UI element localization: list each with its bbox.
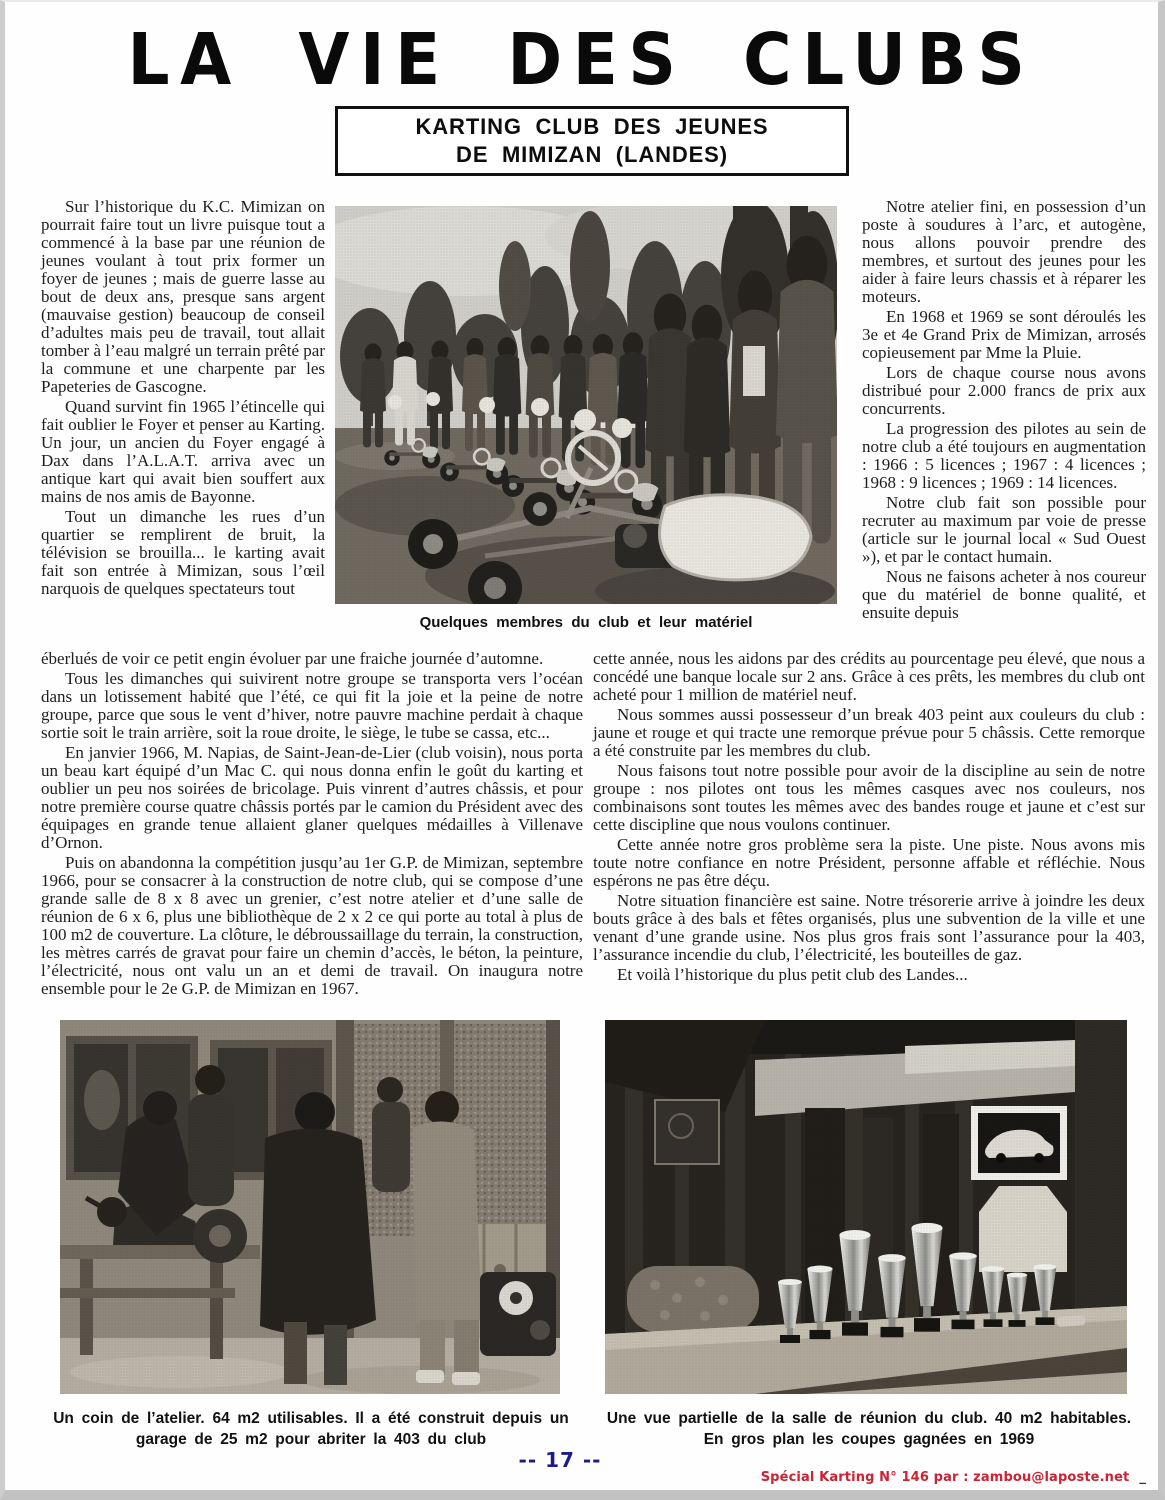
column-wide-left — [41, 650, 583, 1000]
article-paragraph: Notre atelier fini, en possession d’un poste à soudures à l’arc, et autogène, nous allons pouvoir prendre des membres, et surtout des jeunes pour les aider à faire leurs chassis et à réparer les moteurs. — [862, 197, 1146, 306]
meeting-room-photo-illustration — [605, 1020, 1127, 1394]
footer-cursor: _ — [1139, 1470, 1146, 1485]
article-paragraph: En 1968 et 1969 se sont déroulés les 3e et 4e Grand Prix de Mimizan, arrosés copieusement par Mme la Pluie. — [862, 307, 1146, 362]
article-paragraph: Quand survint fin 1965 l’étincelle qui fait oublier le Foyer et penser au Karting. Un jour, un ancien du Foyer engagé à Dax dans l’A.L.A.T. arriva avec un antique kart qui avait bien souffert aux mains de nos amis de Bayonne. — [41, 397, 325, 506]
article-paragraph: cette année, nous les aidons par des crédits au pourcentage peu élevé, que nous a concédé une banque locale sur 2 ans. Grâce à ces prêts, les membres du club ont acheté pour 1 million de matériel neuf. — [593, 649, 1145, 704]
meeting-room-photo-caption — [590, 1408, 1148, 1450]
main-photo-caption: Quelques membres du club et leur matériel — [419, 614, 753, 631]
column-wide-right — [593, 650, 1145, 986]
article-paragraph: La progression des pilotes au sein de notre club a été toujours en augmentation : 1966 : 5 licences ; 1967 : 4 licences ; 1968 : 9 licences ; 1969 : 14 licences. — [862, 419, 1146, 492]
article-paragraph: Et voilà l’historique du plus petit club des Landes... — [617, 965, 968, 984]
article-paragraph: Sur l’historique du K.C. Mimizan on pourrait faire tout un livre puisque tout a commencé à la base par une réunion de jeunes voulant à tout prix former un foyer de jeunes ; mais de guerre lasse au bout de deux ans, presque sans argent (mauvaise gestion) beaucoup de conseil d’adultes mais peu de travail, tout allait tomber à l’eau malgré un terrain prêté par la commune et une charpente par les Papeteries de Gascogne. — [41, 197, 325, 396]
article-paragraph: Lors de chaque course nous avons distribué pour 2.000 francs de prix aux concurrents. — [862, 363, 1146, 418]
article-paragraph: Nous sommes aussi possesseur d’un break 403 peint aux couleurs du club : jaune et rouge et qui tracte une remorque prévue pour 5 châssis. Cette remorque a été construite par les membres du club. — [593, 705, 1145, 760]
club-title-line2: DE MIMIZAN (LANDES) — [456, 142, 728, 167]
footer-credit — [761, 1470, 1146, 1485]
column-right — [862, 198, 1146, 624]
article-paragraph: Nous ne faisons acheter à nos coureur que du matériel de bonne qualité, et ensuite depuis — [862, 567, 1146, 622]
article-paragraph: Tous les dimanches qui suivirent notre groupe se transporta vers l’océan dans un lotissement habité que l’été, ce qui fit la joie et la peine de notre groupe, parce que sous le vent d’hiver, notre pauvre machine perdait à chaque sortie soit le train arrière, soit la roue droite, le siège, le tube se cassa, etc... — [41, 669, 583, 742]
main-photo-club-members-karts — [335, 206, 837, 604]
workshop-caption-line2: garage de 25 m2 pour abriter la 403 du club — [135, 1431, 487, 1448]
main-photo-illustration — [335, 206, 837, 604]
article-paragraph: Puis on abandonna la compétition jusqu’au 1er G.P. de Mimizan, septembre 1966, pour se consacrer à la construction de notre club, qui se compose d’une grande salle de 8 x 8 avec un grenier, c’est notre atelier et d’une salle de réunion de 6 x 6, plus une bibliothèque de 2 x 2 ce qui porte au total à plus de 100 m2 de couverture. La clôture, le débroussaillage du terrain, la construction, les mètres carrés de gravat pour faire un chemin d’accès, le béton, la peinture, l’électricité, nous ont valu un an et demi de travail. On inaugura notre ensemble pour le 2e G.P. de Mimizan en 1967. — [41, 853, 583, 998]
club-title-line1: KARTING CLUB DES JEUNES — [415, 114, 769, 139]
page-title: LA VIE DES CLUBS — [127, 18, 1036, 102]
column-left — [41, 198, 325, 600]
article-paragraph: éberlués de voir ce petit engin évoluer par une fraiche journée d’automne. — [41, 649, 544, 668]
footer-credit-text: Spécial Karting N° 146 par : zambou@laposte.net — [760, 1470, 1130, 1485]
workshop-photo-illustration — [60, 1020, 560, 1394]
article-paragraph: Notre situation financière est saine. Notre trésorerie arrive à joindre les deux bouts grâce à des bals et fêtes organisés, plus une subvention de la ville et une venant d’une grande usine. Nos plus gros frais sont l’assurance pour la 403, l’assurance incendie du club, l’électricité, les bouteilles de gaz. — [593, 891, 1145, 964]
workshop-photo — [60, 1020, 560, 1394]
article-paragraph: En janvier 1966, M. Napias, de Saint-Jean-de-Lier (club voisin), nous porta un beau kart équipé d’un Mac C. qui nous donna enfin le goût du karting et oublier un peu nos soirées de bricolage. Puis vinrent d’autres châssis, et pour notre première course quatre châssis portés par le camion du Président avec des équipages en grande tenue allaient glaner quelques médailles à Villenave d’Ornon. — [41, 743, 583, 852]
workshop-photo-caption — [35, 1408, 587, 1450]
meeting-caption-line1: Une vue partielle de la salle de réunion du club. 40 m2 habitables. — [606, 1410, 1132, 1427]
club-title-box — [335, 106, 849, 176]
meeting-room-photo — [605, 1020, 1127, 1394]
article-paragraph: Tout un dimanche les rues d’un quartier se remplirent de bruit, la télévision se brouilla... le karting avait fait son entrée à Mimizan, sous l’œil narquois de quelques spectateurs tout — [41, 507, 325, 598]
article-paragraph: Cette année notre gros problème sera la piste. Une piste. Nous avons mis toute notre confiance en notre Président, personne affable et réfléchie. Nous espérons ne pas être déçu. — [593, 835, 1145, 890]
meeting-caption-line2: En gros plan les coupes gagnées en 1969 — [703, 1431, 1035, 1448]
workshop-caption-line1: Un coin de l’atelier. 64 m2 utilisables. Il a été construit depuis un — [53, 1410, 569, 1427]
article-paragraph: Notre club fait son possible pour recruter au maximum par voie de presse (article sur le journal local « Sud Ouest »), et par le contact humain. — [862, 493, 1146, 566]
page-number: -- 17 -- — [518, 1448, 602, 1472]
article-paragraph: Nous faisons tout notre possible pour avoir de la discipline au sein de notre groupe : nos pilotes ont tous les mêmes casques avec nos couleurs, nos combinaisons sont toutes les mêmes avec des bandes rouge et jaune et c’est sur cette discipline que nous voulons continuer. — [593, 761, 1145, 834]
